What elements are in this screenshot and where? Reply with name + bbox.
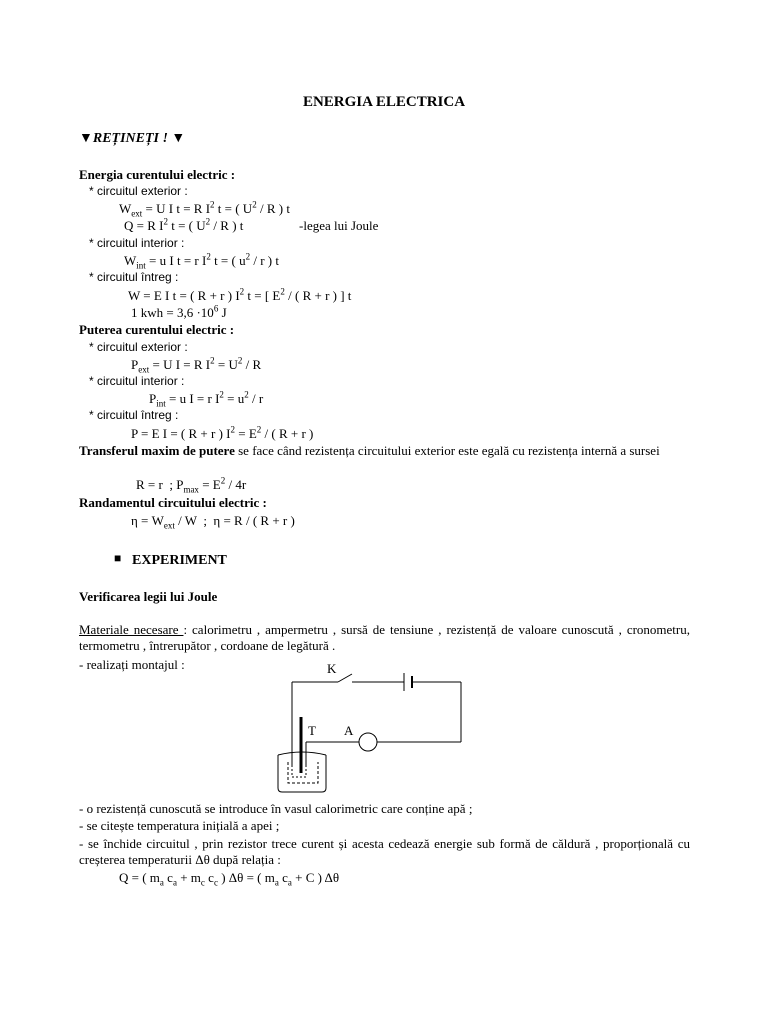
step-1: - o rezistență cunoscută se introduce în vasul calorimetric care conține apă ; xyxy=(79,801,473,816)
formula-wext: $W_{ext} = U$ I t = R $I^2$ t = ( $U^2$ / R ) t xyxy=(119,199,290,219)
puterea-heading: Puterea curentului electric : xyxy=(79,322,235,337)
formula-wint: $W_{int} = u$ I t = r $I^2$ t = ( $u^2$ / r ) t xyxy=(124,251,279,271)
energia-heading: Energia curentului electric : xyxy=(79,167,236,182)
materials-paragraph: Materiale necesare : calorimetru , ampermetru , sursă de tensiune , rezistență de valoare cunoscută , cronometru, termometru , întrerupător , cordoane de legătură . xyxy=(79,622,690,653)
label-k: K xyxy=(327,661,337,676)
puterea-int-label: * circuitul interior : xyxy=(89,374,185,388)
page-title: ENERGIA ELECTRICA xyxy=(302,94,466,110)
formula-heat: Q = ( $m_a$ $c_a + m_c$ $c_c$ ) Δθ = ( $m_a$ $c_a + C$ ) Δθ xyxy=(119,870,340,888)
montaj-instruction: - realizați montajul : xyxy=(79,657,185,672)
formula-kwh: 1 kwh = $3,6 \cdot 10^6$ J xyxy=(131,303,227,320)
formula-pint: $P_{int} = u$ I = r $I^2 = u^2 / r$ xyxy=(149,389,264,409)
formula-pmax: R = r ; $P_{max} = E^2 / 4r$ xyxy=(136,475,247,495)
energia-tot-label: * circuitul întreg : xyxy=(89,270,179,284)
formula-w-total: W = E I t = ( R + r ) $I^2$ t = [ $E^2$ / ( R + r ) ] t xyxy=(128,286,352,303)
step-3: - se închide circuitul , prin rezistor trece curent și acesta cedează energie sub formă de căldură , proporțională cu creșterea temperaturii Δθ după relația : xyxy=(79,836,690,867)
ammeter-circle xyxy=(359,733,377,751)
puterea-tot-label: * circuitul întreg : xyxy=(89,408,179,422)
experiment-heading: EXPERIMENT xyxy=(132,553,227,568)
energia-int-label: * circuitul interior : xyxy=(89,236,185,250)
formula-randament: $\eta = W_{ext} / W$ ; η = R / ( R + r ) xyxy=(131,513,295,531)
switch-blade xyxy=(338,674,352,682)
formula-q-joule: Q = R $I^2$ t = ( $U^2$ / R ) t xyxy=(124,216,244,233)
formula-p-total: P = E I = ( R + r ) $I^2 = E^2$ / ( R + r ) xyxy=(131,424,314,441)
energia-ext-label: * circuitul exterior : xyxy=(89,184,188,198)
bullet-square-icon: ■ xyxy=(114,551,122,565)
label-t: T xyxy=(308,723,316,738)
retineti-note: ▼REȚINEȚI ! ▼ xyxy=(79,131,186,146)
formula-pext: $P_{ext} = U$ I = R $I^2 = U^2 / R$ xyxy=(131,355,262,375)
joule-note: -legea lui Joule xyxy=(299,218,379,233)
puterea-ext-label: * circuitul exterior : xyxy=(89,340,188,354)
transfer-paragraph: Transferul maxim de putere se face când rezistența circuitului exterior este egală cu rezistența internă a sursei xyxy=(79,443,660,458)
label-a: A xyxy=(344,723,354,738)
experiment-subheading: Verificarea legii lui Joule xyxy=(79,589,218,604)
randament-heading: Randamentul circuitului electric : xyxy=(79,495,267,510)
circuit-diagram xyxy=(270,655,470,800)
step-2: - se citește temperatura inițială a apei ; xyxy=(79,818,280,833)
materials-label: Materiale necesare xyxy=(79,622,184,637)
